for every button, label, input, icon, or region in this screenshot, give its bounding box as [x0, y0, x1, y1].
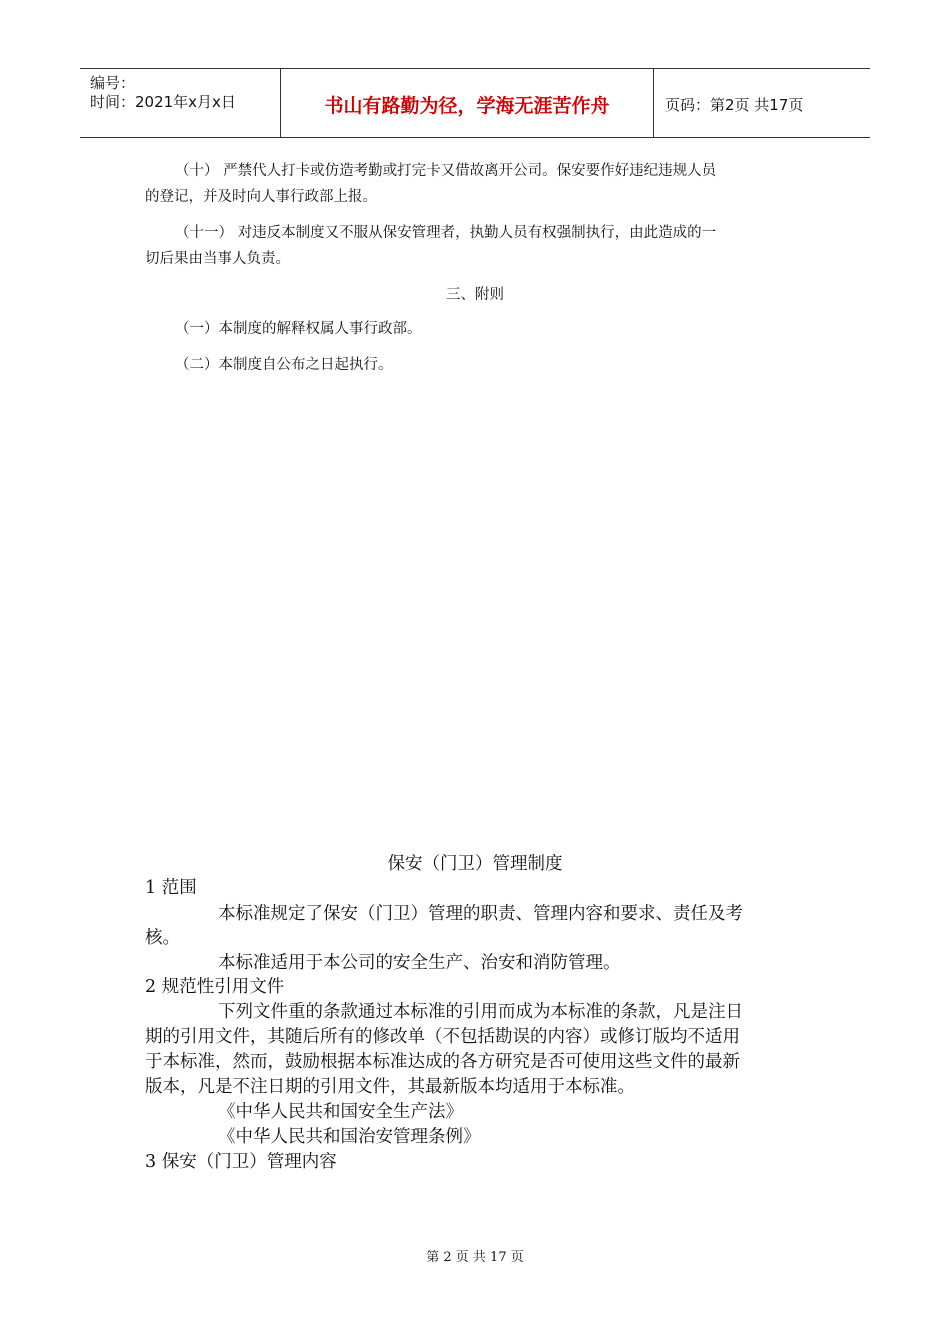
section-heading-appendix: 三、附则	[446, 287, 504, 303]
reference-2: 《中华人民共和国治安管理条例》	[218, 1127, 481, 1147]
header-motto: 书山有路勤为径，学海无涯苦作舟	[324, 95, 610, 117]
document-date: 时间：2021年x月x日	[90, 93, 236, 111]
section-3-heading: 3 保安（门卫）管理内容	[145, 1152, 337, 1172]
section-1-heading: 1 范围	[145, 878, 197, 898]
page-header	[80, 68, 870, 138]
paragraph-10-line-2: 的登记，并及时向人事行政部上报。	[145, 189, 377, 205]
section-1-paragraph-2: 本标准适用于本公司的安全生产、治安和消防管理。	[218, 953, 621, 973]
section-1-paragraph-1-line-1: 本标准规定了保安（门卫）管理的职责、管理内容和要求、责任及考	[218, 904, 743, 924]
paragraph-11-line-2: 切后果由当事人负责。	[145, 251, 290, 267]
reference-1: 《中华人民共和国安全生产法》	[218, 1102, 463, 1122]
section-1-paragraph-1-line-2: 核。	[145, 928, 180, 948]
section-2-paragraph-line-1: 下列文件重的条款通过本标准的引用而成为本标准的条款，凡是注日	[218, 1002, 743, 1022]
section-2-heading: 2 规范性引用文件	[145, 977, 285, 997]
header-page-cell	[653, 69, 870, 137]
section-2-paragraph-line-3: 于本标准，然而，鼓励根据本标准达成的各方研究是否可使用这些文件的最新	[145, 1052, 740, 1072]
header-motto-cell	[280, 69, 654, 137]
appendix-item-2: （二）本制度自公布之日起执行。	[175, 357, 393, 373]
document-title: 保安（门卫）管理制度	[387, 854, 563, 874]
paragraph-11-line-1: （十一） 对违反本制度又不服从保安管理者，执勤人员有权强制执行，由此造成的一	[175, 225, 717, 241]
paragraph-10-line-1: （十） 严禁代人打卡或仿造考勤或打完卡又借故离开公司。保安要作好违纪违规人员	[175, 163, 717, 179]
appendix-item-1: （一）本制度的解释权属人事行政部。	[175, 321, 422, 337]
header-meta-cell	[80, 69, 280, 137]
section-2-paragraph-line-4: 版本，凡是不注日期的引用文件，其最新版本均适用于本标准。	[145, 1077, 635, 1097]
header-page-info: 页码：第2页 共17页	[665, 96, 804, 114]
section-2-paragraph-line-2: 期的引用文件，其随后所有的修改单（不包括勘误的内容）或修订版均不适用	[145, 1027, 740, 1047]
document-number-label: 编号：	[90, 74, 136, 92]
page-footer: 第 2 页 共 17 页	[426, 1250, 524, 1265]
